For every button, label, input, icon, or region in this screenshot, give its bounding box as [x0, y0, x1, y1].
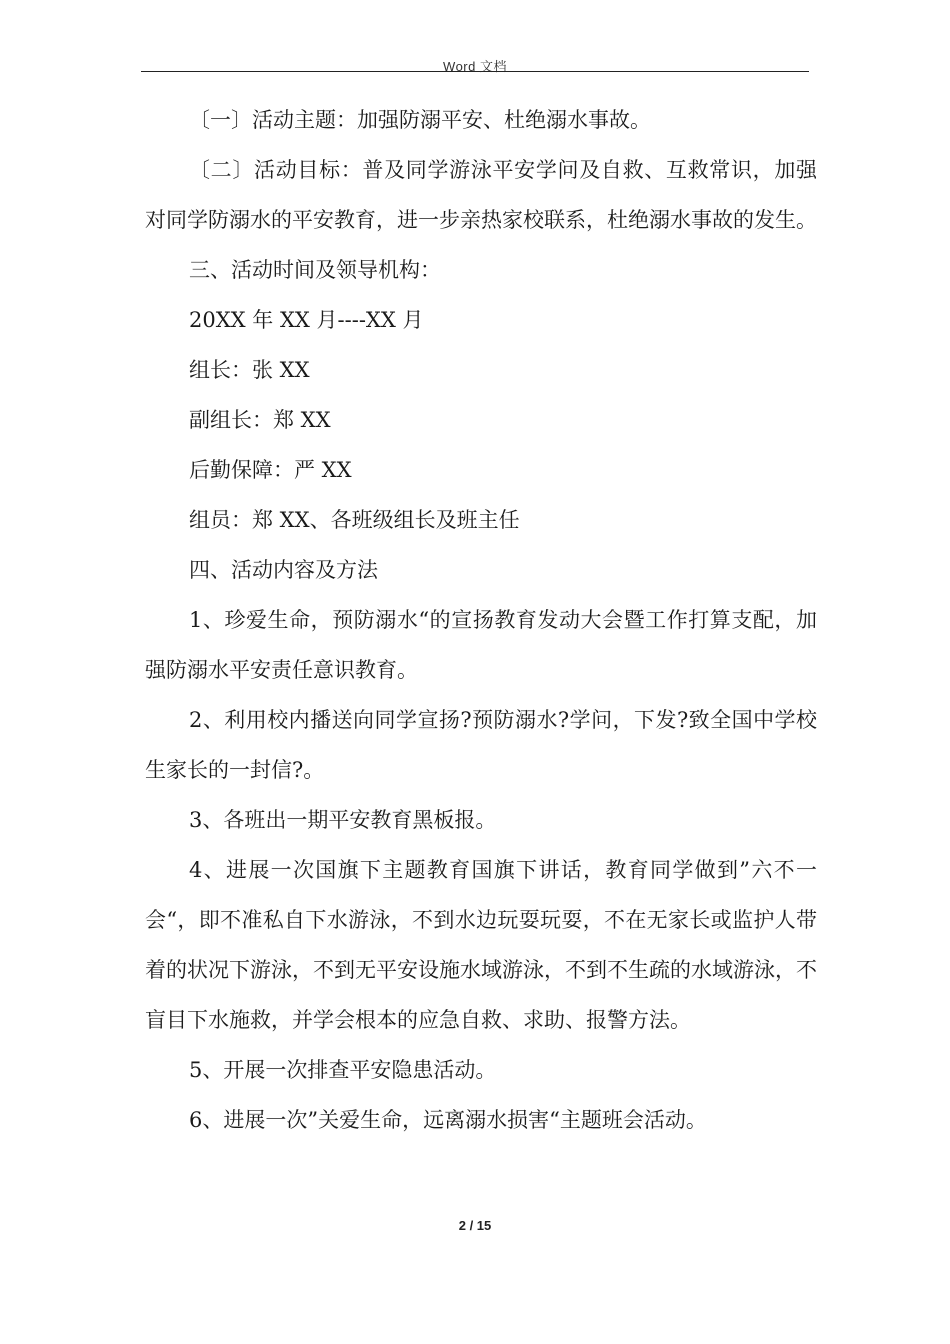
paragraph-item-5: 5、开展一次排查平安隐患活动。	[189, 1058, 497, 1082]
paragraph-item-1: 1、珍爱生命，预防溺水“的宣扬教育发动大会暨工作打算支配，加强防溺水平安责任意识教育。	[145, 608, 817, 682]
paragraph-section-three-heading: 三、活动时间及领导机构：	[189, 258, 441, 282]
paragraph-item-6: 6、进展一次”关爱生命，远离溺水损害“主题班会活动。	[189, 1108, 707, 1132]
document-header-title: Word 文档	[443, 59, 507, 74]
paragraph-deputy-leader: 副组长：郑 XX	[189, 408, 331, 432]
paragraph-section-four-heading: 四、活动内容及方法	[189, 558, 378, 582]
paragraph-activity-goal: 〔二〕活动目标：普及同学游泳平安学问及自救、互救常识，加强对同学防溺水的平安教育，进一步亲热家校联系，杜绝溺水事故的发生。	[145, 158, 817, 232]
paragraph-item-2: 2、利用校内播送向同学宣扬?预防溺水?学问，下发?致全国中学校生家长的一封信?。	[145, 708, 817, 782]
paragraph-group-leader: 组长：张 XX	[189, 358, 310, 382]
document-body	[145, 95, 817, 1145]
page-number: 2 / 15	[458, 1218, 492, 1233]
paragraph-item-3: 3、各班出一期平安教育黑板报。	[189, 808, 497, 832]
paragraph-activity-theme: 〔一〕活动主题：加强防溺平安、杜绝溺水事故。	[189, 108, 651, 132]
paragraph-item-4: 4、进展一次国旗下主题教育国旗下讲话，教育同学做到”六不一会“，即不准私自下水游泳，不到水边玩耍玩耍，不在无家长或监护人带着的状况下游泳，不到无平安设施水域游泳，不到不生疏的水域游泳，不盲目下水施救，并学会根本的应急自救、求助、报警方法。	[145, 858, 817, 1032]
paragraph-time-range: 20XX 年 XX 月----XX 月	[189, 308, 424, 332]
header-divider	[141, 71, 809, 72]
paragraph-members: 组员：郑 XX、各班级组长及班主任	[189, 508, 520, 532]
paragraph-logistics: 后勤保障：严 XX	[189, 458, 352, 482]
